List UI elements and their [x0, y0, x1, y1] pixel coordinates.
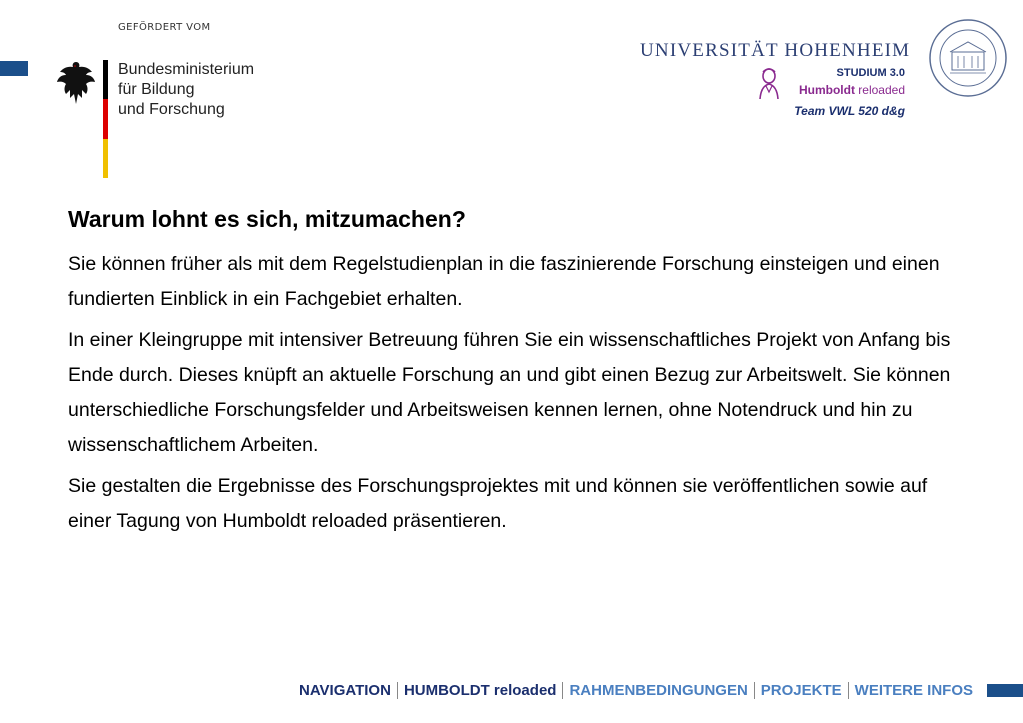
university-seal-icon: [928, 18, 1008, 98]
ministry-line-2: für Bildung: [118, 81, 195, 98]
nav-link-rahmenbedingungen[interactable]: RAHMENBEDINGUNGEN: [569, 681, 748, 699]
left-accent-stripe: [0, 61, 28, 76]
sponsor-caption: GEFÖRDERT VOM: [118, 22, 211, 33]
footer-navigation: [0, 676, 1023, 706]
main-content: [68, 206, 968, 545]
ministry-name: [118, 60, 254, 120]
footer-accent-stripe: [987, 684, 1023, 697]
humboldt-word: Humboldt: [798, 83, 855, 97]
nav-label-navigation: NAVIGATION: [298, 681, 391, 699]
page-heading: Warum lohnt es sich, mitzumachen?: [68, 206, 466, 232]
nav-link-projekte[interactable]: PROJEKTE: [760, 681, 842, 699]
studium-label: STUDIUM 3.0: [836, 67, 905, 79]
paragraph-1: Sie können früher als mit dem Regelstudienplan in die faszinierende Forschung einsteigen und einen fundierten Einblick in ein Fachgebiet erhalten.: [68, 253, 940, 310]
paragraph-2: In einer Kleingruppe mit intensiver Betreuung führen Sie ein wissenschaftliches Projekt von Anfang bis Ende durch. Dieses knüpft an aktuelle Forschung an und gibt einen Bezug zur Arbeitswelt. Sie können unterschiedliche Forschungsfelder und Arbeitsweisen kennen lernen, ohne Notendruck und hin zu wissenschaftlichem Arbeiten.: [68, 329, 951, 456]
reloaded-word: reloaded: [854, 83, 905, 97]
university-title: UNIVERSITÄT HOHENHEIM: [640, 40, 911, 61]
german-flag-bar: [103, 60, 108, 178]
footer-nav: [293, 676, 979, 704]
federal-eagle-icon: [56, 60, 96, 106]
humboldt-reloaded-logo: [799, 83, 905, 97]
team-label: Team VWL 520 d&g: [794, 104, 905, 118]
bmbf-logo: [56, 18, 286, 163]
paragraph-3: Sie gestalten die Ergebnisse des Forschungsprojektes mit und können sie veröffentlichen sowie auf einer Tagung von Humboldt reloaded präsentieren.: [68, 475, 928, 532]
ministry-line-3: und Forschung: [118, 101, 225, 118]
ministry-line-1: Bundesministerium: [118, 61, 255, 78]
nav-link-weitere-infos[interactable]: WEITERE INFOS: [854, 681, 973, 699]
humboldt-portrait-icon: [756, 66, 782, 100]
nav-link-humboldt-reloaded[interactable]: HUMBOLDT reloaded: [403, 681, 557, 699]
